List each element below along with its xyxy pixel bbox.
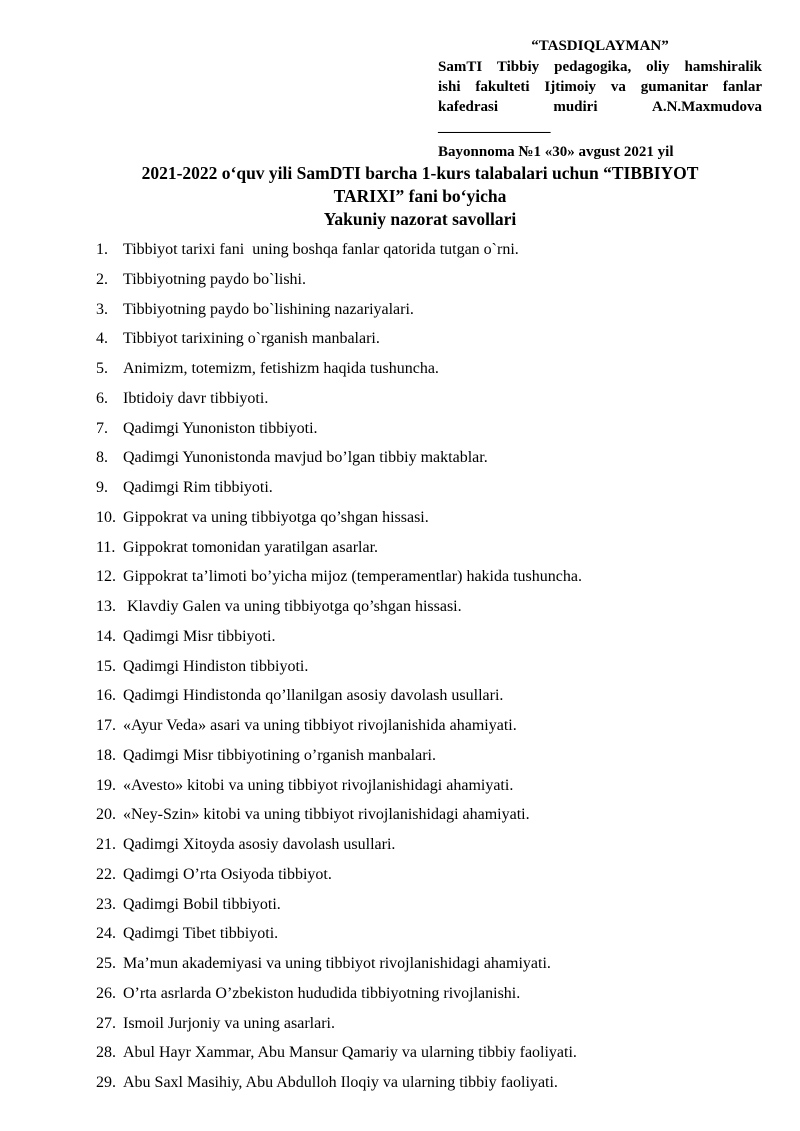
document-title: [90, 162, 750, 231]
question-number: 7.: [96, 419, 108, 437]
question-item: [96, 265, 776, 295]
question-text: Abu Saxl Masihiy, Abu Abdulloh Iloqiy va ularning tibbiy faoliyati.: [123, 1074, 558, 1091]
question-number: 17.: [96, 717, 116, 734]
question-text: Tibbiyotning paydo bo`lishining nazariyalari.: [123, 300, 414, 318]
question-number: 12.: [96, 568, 116, 586]
question-text: Qadimgi Hindistonda qo’llanilgan asosiy davolash usullari.: [123, 687, 504, 705]
question-text: Ismoil Jurjoniy va uning asarlari.: [123, 1014, 335, 1032]
question-item: [96, 562, 776, 592]
question-number: 4.: [96, 330, 108, 348]
question-item: [96, 652, 776, 682]
question-number: 3.: [96, 300, 108, 318]
question-item: [96, 771, 776, 801]
question-item: [96, 592, 776, 622]
question-text: Animizm, totemizm, fetishizm haqida tushuncha.: [123, 360, 439, 377]
question-text: Ibtidoiy davr tibbiyoti.: [123, 389, 269, 407]
question-number: 1.: [96, 241, 108, 258]
question-number: 9.: [96, 479, 108, 496]
approval-block: [438, 36, 762, 162]
question-text: Qadimgi Rim tibbiyoti.: [123, 479, 273, 496]
question-item: [96, 830, 776, 860]
question-number: 20.: [96, 806, 116, 824]
question-number: 23.: [96, 895, 116, 913]
question-item: [96, 295, 776, 325]
question-text: Gippokrat ta’limoti bo’yicha mijoz (temperamentlar) hakida tushuncha.: [123, 568, 582, 586]
question-number: 27.: [96, 1014, 116, 1032]
question-text: Qadimgi Xitoyda asosiy davolash usullari.: [123, 836, 396, 853]
question-item: [96, 1068, 776, 1098]
approval-line-1: SamTI Tibbiy pedagogika, oliy hamshiralik: [438, 59, 762, 75]
question-item: [96, 324, 776, 354]
document-title-line-2: TARIXI” fani bo‘yicha: [333, 186, 507, 206]
question-number: 24.: [96, 925, 116, 943]
questions-list: [96, 235, 776, 1098]
question-item: [96, 741, 776, 771]
question-number: 28.: [96, 1044, 116, 1062]
approval-line-3: kafedrasi mudiri A.N.Maxmudova: [438, 99, 762, 115]
question-item: [96, 443, 776, 473]
question-item: [96, 949, 776, 979]
protocol-line: Bayonnoma №1 «30» avgust 2021 yil: [438, 144, 674, 160]
question-item: [96, 235, 776, 265]
question-number: 14.: [96, 627, 116, 645]
question-number: 21.: [96, 836, 116, 853]
question-number: 25.: [96, 955, 116, 972]
question-number: 18.: [96, 746, 116, 764]
question-item: [96, 414, 776, 444]
question-text: Tibbiyotning paydo bo`lishi.: [123, 270, 306, 288]
question-item: [96, 354, 776, 384]
question-number: 19.: [96, 776, 116, 794]
approval-line-2: ishi fakulteti Ijtimoiy va gumanitar fanlar: [438, 79, 762, 95]
question-item: [96, 503, 776, 533]
question-text: Qadimgi Yunoniston tibbiyoti.: [123, 419, 318, 437]
question-text: Qadimgi Misr tibbiyoti.: [123, 627, 276, 645]
question-text: Abul Hayr Xammar, Abu Mansur Qamariy va ularning tibbiy faoliyati.: [123, 1044, 577, 1062]
question-text: Qadimgi Bobil tibbiyoti.: [123, 895, 281, 913]
question-text: Tibbiyot tarixining o`rganish manbalari.: [123, 330, 380, 348]
question-item: [96, 800, 776, 830]
question-item: [96, 681, 776, 711]
question-text: Qadimgi O’rta Osiyoda tibbiyot.: [123, 865, 332, 883]
question-text: Qadimgi Hindiston tibbiyoti.: [123, 657, 309, 675]
question-text: Tibbiyot tarixi fani uning boshqa fanlar qatorida tutgan o`rni.: [123, 241, 519, 258]
question-number: 6.: [96, 389, 108, 407]
question-text: O’rta asrlarda O’zbekiston hududida tibbiyotning rivojlanishi.: [123, 984, 521, 1002]
question-number: 15.: [96, 657, 116, 675]
document-subtitle: Yakuniy nazorat savollari: [323, 209, 517, 229]
question-text: Gippokrat va uning tibbiyotga qo’shgan hissasi.: [123, 508, 429, 526]
question-number: 29.: [96, 1074, 116, 1091]
question-item: [96, 711, 776, 741]
approval-title: “TASDIQLAYMAN”: [531, 38, 669, 54]
question-number: 11.: [96, 538, 116, 556]
question-number: 22.: [96, 865, 116, 883]
question-number: 13.: [96, 598, 116, 615]
question-item: [96, 979, 776, 1009]
question-number: 8.: [96, 449, 108, 467]
question-item: [96, 473, 776, 503]
question-text: «Ayur Veda» asari va uning tibbiyot rivojlanishida ahamiyati.: [123, 717, 517, 734]
question-text: Qadimgi Tibet tibbiyoti.: [123, 925, 279, 943]
question-text: Klavdiy Galen va uning tibbiyotga qo’shgan hissasi.: [123, 598, 462, 615]
question-text: Qadimgi Misr tibbiyotining o’rganish manbalari.: [123, 746, 436, 764]
signature-line: _______________: [438, 119, 551, 135]
question-item: [96, 919, 776, 949]
question-number: 10.: [96, 508, 116, 526]
question-number: 2.: [96, 270, 108, 288]
question-text: Qadimgi Yunonistonda mavjud bo’lgan tibbiy maktablar.: [123, 449, 488, 467]
question-number: 26.: [96, 984, 116, 1002]
question-item: [96, 533, 776, 563]
question-text: Gippokrat tomonidan yaratilgan asarlar.: [123, 538, 379, 556]
question-text: Ma’mun akademiyasi va uning tibbiyot rivojlanishidagi ahamiyati.: [123, 955, 551, 972]
document-title-line-1: 2021-2022 o‘quv yili SamDTI barcha 1-kurs talabalari uchun “TIBBIYOT: [141, 163, 699, 183]
question-text: «Ney-Szin» kitobi va uning tibbiyot rivojlanishidagi ahamiyati.: [123, 806, 530, 824]
question-item: [96, 860, 776, 890]
question-text: «Avesto» kitobi va uning tibbiyot rivojlanishidagi ahamiyati.: [123, 776, 514, 794]
question-item: [96, 384, 776, 414]
question-item: [96, 890, 776, 920]
question-item: [96, 1009, 776, 1039]
question-item: [96, 622, 776, 652]
question-number: 16.: [96, 687, 116, 705]
question-number: 5.: [96, 360, 108, 377]
question-item: [96, 1038, 776, 1068]
